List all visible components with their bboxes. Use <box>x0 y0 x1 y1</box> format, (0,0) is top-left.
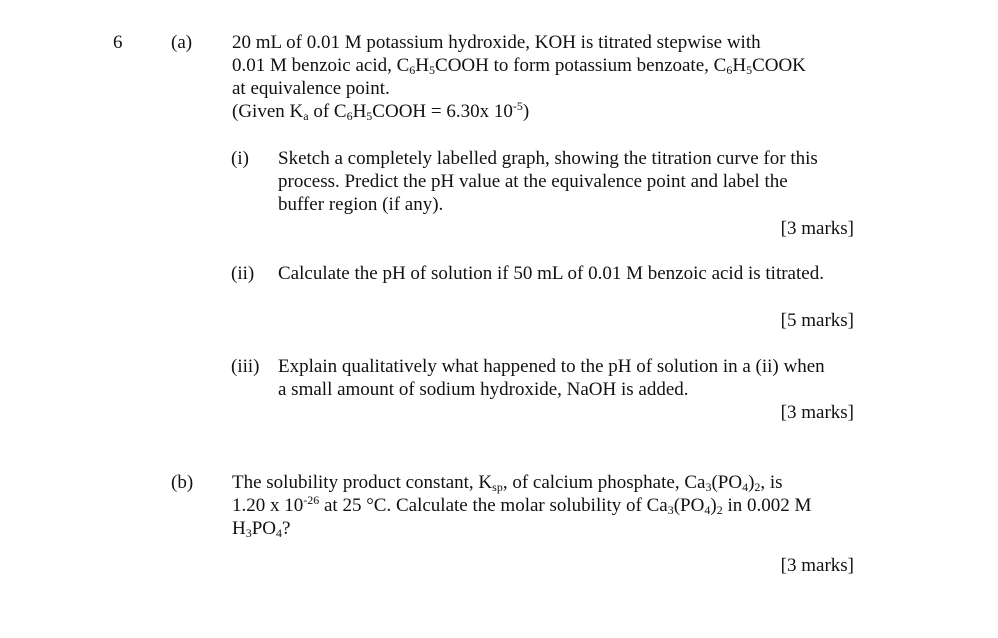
part-a-line-3: at equivalence point. <box>232 78 390 99</box>
sub-i-label: (i) <box>231 148 249 169</box>
sub-iii-line-1: Explain qualitatively what happened to the pH of solution in a (ii) when <box>278 356 825 377</box>
sub-ii-marks: [5 marks] <box>780 310 854 331</box>
part-b-line-2: 1.20 x $10^{-26}$ at 25 °C. Calculate the molar solubility of $Ca_3(PO_4)_2$ in 0.002 M <box>232 493 812 517</box>
sub-iii-marks: [3 marks] <box>780 402 854 423</box>
sub-ii-label: (ii) <box>231 263 255 284</box>
sub-i-line-2: process. Predict the pH value at the equivalence point and label the <box>278 171 788 192</box>
sub-iii-label: (iii) <box>231 356 260 377</box>
part-a-label: (a) <box>171 32 193 53</box>
part-a-line-2: 0.01 M benzoic acid, $C_6H_5COOH$ to form potassium benzoate, $C_6H_5COOK$ <box>232 55 806 77</box>
sub-i-line-1: Sketch a completely labelled graph, showing the titration curve for this <box>278 148 818 169</box>
part-a-line-1: 20 mL of 0.01 M potassium hydroxide, KOH is titrated stepwise with <box>232 32 761 53</box>
sub-ii-line-1: Calculate the pH of solution if 50 mL of 0.01 M benzoic acid is titrated. <box>278 263 824 284</box>
part-a-given: (Given $K_a$ of $C_6H_5COOH = 6.30x$ $10^{-5}$) <box>232 99 530 123</box>
part-b-label: (b) <box>171 472 194 493</box>
part-b-line-3: $H_3PO_4$? <box>232 518 291 540</box>
part-b-marks: [3 marks] <box>780 555 854 576</box>
sub-i-marks: [3 marks] <box>780 218 854 239</box>
part-b-line-1: The solubility product constant, $K_{sp}$, of calcium phosphate, $Ca_3(PO_4)_2$, is <box>232 472 783 494</box>
question-number: 6 <box>113 32 123 53</box>
sub-iii-line-2: a small amount of sodium hydroxide, NaOH is added. <box>278 379 689 400</box>
sub-i-line-3: buffer region (if any). <box>278 194 444 215</box>
